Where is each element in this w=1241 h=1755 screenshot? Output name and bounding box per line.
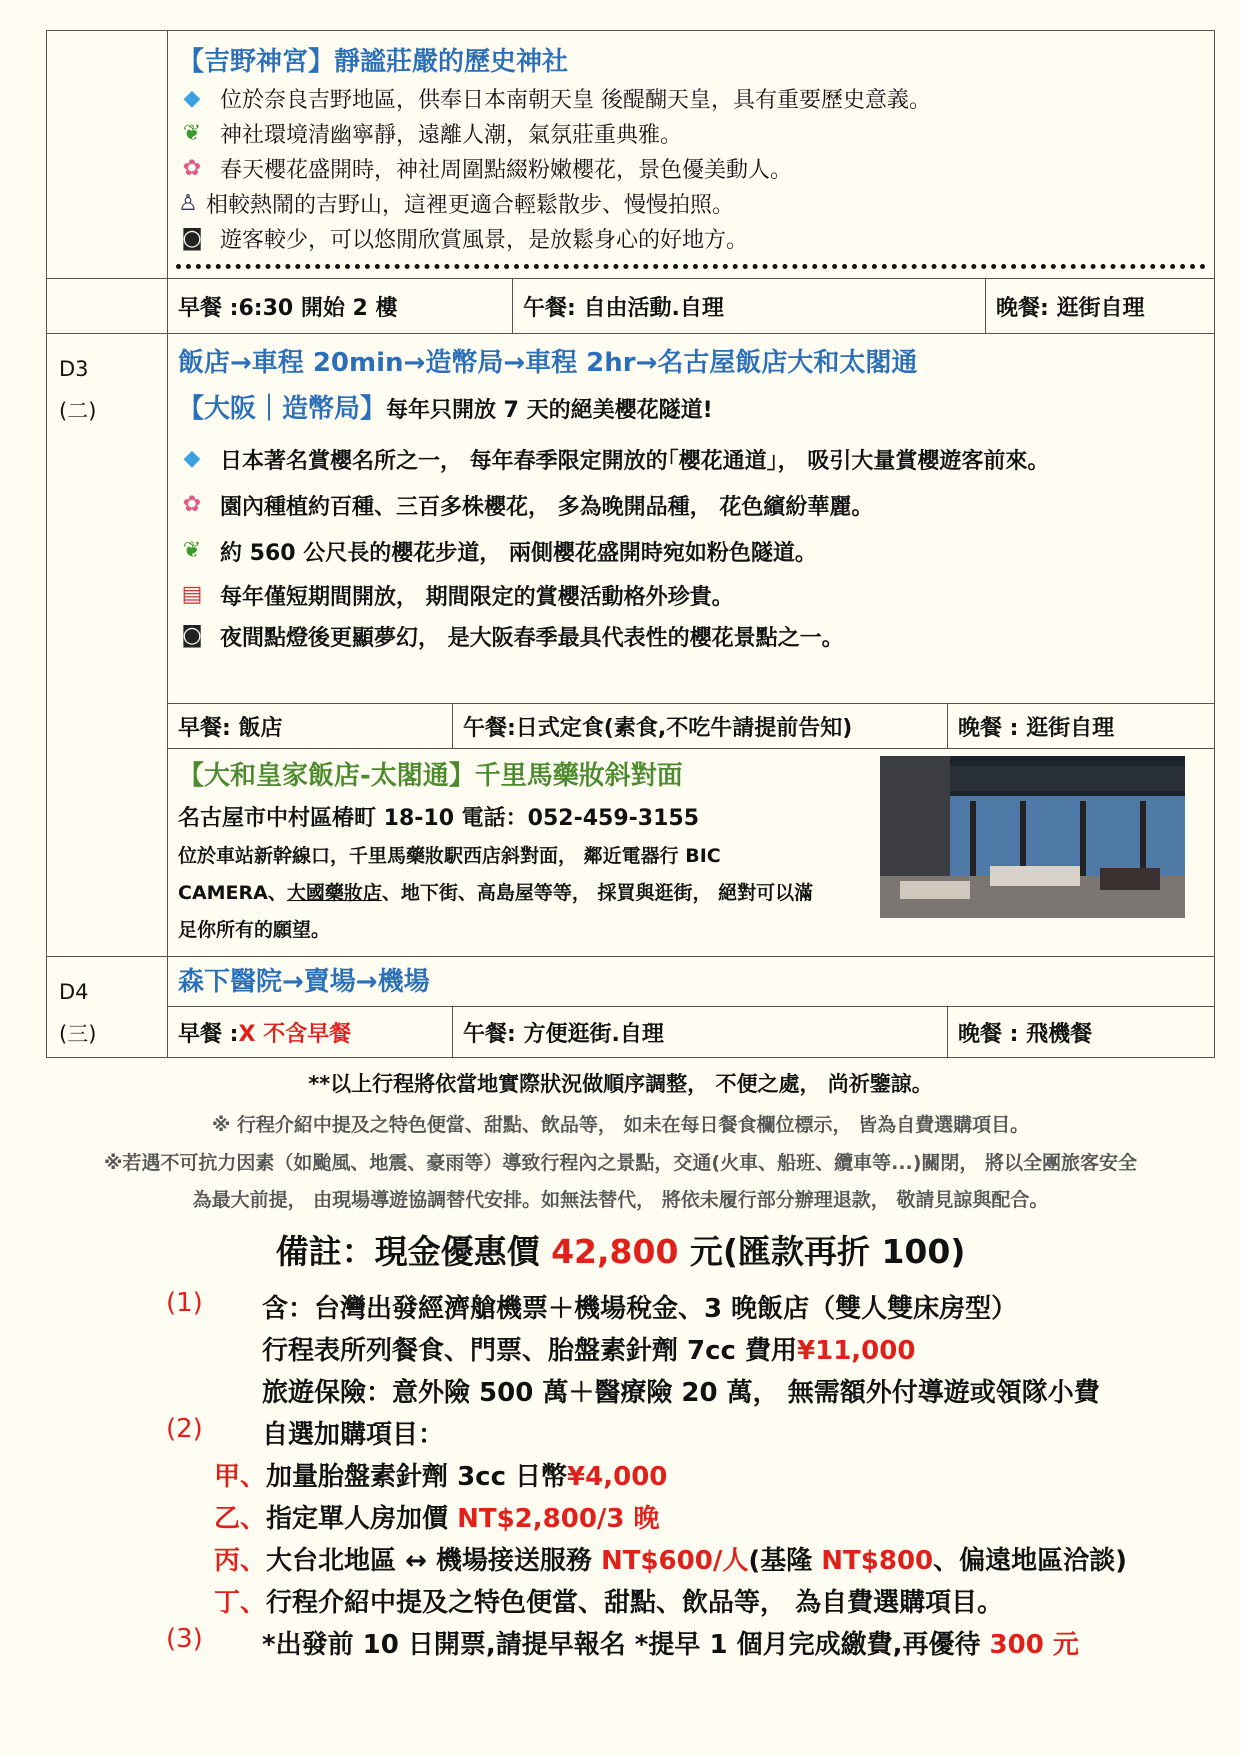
meals-row	[168, 279, 1214, 333]
list-item: ♙ 相較熱鬧的吉野山，這裡更適合輕鬆散步、慢慢拍照。	[178, 190, 735, 218]
list-item: ▤ 每年僅短期間開放， 期間限定的賞櫻活動格外珍貴。	[178, 574, 1214, 616]
day-cell-d4	[47, 957, 168, 1058]
list-item: ✿ 園內種植約百種、三百多株櫻花， 多為晚開品種， 花色繽紛華麗。	[178, 482, 1214, 528]
notice-line: ※若遇不可抗力因素（如颱風、地震、豪雨等）導致行程內之景點，交通(火車、船班、纜車等...)關閉， 將以全團旅客安全	[103, 1152, 1138, 1174]
item-number: (2)	[166, 1414, 203, 1444]
day-label: D3	[59, 357, 89, 381]
dinner: 晚餐: 逛街自理	[996, 295, 1145, 321]
remarks-title: 備註：現金優惠價 42,800 元(匯款再折 100)	[275, 1232, 966, 1271]
insurance-line: 旅遊保險：意外險 500 萬＋醫療險 20 萬， 無需額外付導遊或領隊小費	[262, 1378, 1100, 1408]
day-cell-d3	[47, 334, 168, 957]
lunch: 午餐: 自由活動.自理	[513, 279, 986, 333]
d4-route: 森下醫院→賣場→機場	[178, 967, 430, 997]
d2-meals-cell	[168, 279, 1215, 334]
calendar-icon: ▤	[181, 582, 203, 607]
item-number: (1)	[166, 1288, 203, 1318]
d3-meals-cell	[168, 704, 1215, 749]
d2-spot-title: 【吉野神宮】靜謐莊嚴的歷史神社	[178, 47, 569, 77]
day-cell-empty	[47, 279, 168, 334]
breakfast: 早餐 :6:30 開始 2 樓	[168, 279, 513, 333]
cherry-blossom-icon: ✿	[182, 492, 202, 517]
diamond-icon: ◆	[183, 446, 201, 471]
addons-heading: 自選加購項目：	[262, 1420, 445, 1450]
d3-content-cell	[168, 334, 1215, 704]
hotel-desc: 位於車站新幹線口，千里馬藥妝駅西店斜對面， 鄰近電器行 BIC	[178, 845, 721, 867]
drugstore-name: 大國藥妝店	[286, 882, 382, 904]
weekday-label: (三)	[59, 1022, 97, 1046]
leaf-icon: ❦	[182, 120, 202, 146]
list-item: ✿ 春天櫻花盛開時，神社周圍點綴粉嫩櫻花，景色優美動人。	[178, 151, 1214, 186]
includes-line: 含：台灣出發經濟艙機票＋機場稅金、3 晚飯店（雙人雙床房型）	[262, 1294, 1018, 1324]
notice-line: ※ 行程介紹中提及之特色便當、甜點、飲品等， 如未在每日餐食欄位標示， 皆為自費選購項目。	[211, 1114, 1030, 1136]
d4-route-cell	[168, 957, 1215, 1007]
d3-spot-heading	[178, 388, 1214, 436]
notice-line: **以上行程將依當地實際狀況做順序調整， 不便之處， 尚祈鑒諒。	[308, 1072, 933, 1096]
addon-item: 甲、加量胎盤素針劑 3cc 日幣¥4,000	[214, 1462, 668, 1492]
walking-person-icon: ♙	[178, 190, 198, 216]
meals-row	[168, 1007, 1214, 1057]
cherry-blossom-icon: ✿	[182, 155, 202, 181]
hotel-title: 【大和皇家飯店-太閣通】千里馬藥妝斜對面	[178, 761, 683, 791]
addon-item: 乙、指定單人房加價 NT$2,800/3 晚	[214, 1504, 660, 1534]
camera-icon: ◙	[181, 225, 203, 251]
d3-spot-subtitle: 每年只開放 7 天的絕美櫻花隧道!	[386, 398, 713, 423]
d2-content-cell	[168, 31, 1215, 279]
hotel-desc: CAMERA、大國藥妝店、地下街、高島屋等等， 採買與逛街， 絕對可以滿	[178, 882, 814, 904]
d4-meals-cell	[168, 1007, 1215, 1058]
no-breakfast: X 不含早餐	[238, 1021, 352, 1047]
lunch: 午餐:日式定食(素食,不吃牛請提前告知)	[453, 704, 948, 748]
hotel-desc: 足你所有的願望。	[178, 919, 331, 941]
camera-icon: ◙	[181, 623, 203, 648]
addon-item: 丙、大台北地區 ↔ 機場接送服務 NT$600/人(基隆 NT$800、偏遠地區洽談)	[214, 1546, 1128, 1576]
d3-route: 飯店→車程 20min→造幣局→車程 2hr→名古屋飯店大和太閣通	[178, 348, 918, 378]
booking-note: *出發前 10 日開票,請提早報名 *提早 1 個月完成繳費,再優待 300 元	[262, 1630, 1079, 1660]
d3-spot-title: 【大阪｜造幣局】	[178, 394, 387, 424]
hotel-photo-drawing	[880, 756, 1185, 918]
diamond-icon: ◆	[183, 85, 201, 111]
lunch: 午餐: 方便逛街.自理	[453, 1007, 948, 1057]
list-item: ❦ 神社環境清幽寧靜，遠離人潮，氣氛莊重典雅。	[178, 116, 1214, 151]
dinner: 晚餐 : 逛街自理	[958, 715, 1115, 741]
hotel-address: 名古屋市中村區椿町 18-10 電話：052-459-3155	[178, 806, 700, 831]
weekday-label: (二)	[59, 399, 97, 423]
addon-item: 丁、行程介紹中提及之特色便當、甜點、飲品等， 為自費選購項目。	[214, 1588, 1004, 1618]
includes-line: 行程表所列餐食、門票、胎盤素針劑 7cc 費用¥11,000	[262, 1336, 916, 1366]
cash-price: 42,800	[551, 1232, 679, 1271]
list-item: ◙ 遊客較少，可以悠閒欣賞風景，是放鬆身心的好地方。	[178, 221, 1214, 256]
dotted-divider	[176, 264, 1206, 269]
list-item: ◆ 位於奈良吉野地區，供奉日本南朝天皇 後醍醐天皇，具有重要歷史意義。	[178, 81, 1214, 116]
list-item: ◙ 夜間點燈後更顯夢幻， 是大阪春季最具代表性的櫻花景點之一。	[178, 616, 1214, 656]
list-item: ❦ 約 560 公尺長的櫻花步道， 兩側櫻花盛開時宛如粉色隧道。	[178, 528, 1214, 574]
hotel-lobby-photo	[880, 756, 1185, 918]
list-item: ◆ 日本著名賞櫻名所之一， 每年春季限定開放的｢櫻花通道｣， 吸引大量賞櫻遊客前來。	[178, 436, 1214, 482]
dinner: 晚餐 : 飛機餐	[958, 1021, 1093, 1047]
item-number: (3)	[166, 1624, 203, 1654]
meals-row	[168, 704, 1214, 748]
breakfast: 早餐 : X 不含早餐	[168, 1007, 453, 1057]
leaf-icon: ❦	[182, 538, 202, 563]
day-label: D4	[59, 980, 89, 1004]
day-cell-empty	[47, 31, 168, 279]
notice-line: 為最大前提， 由現場導遊協調替代安排。如無法替代， 將依未履行部分辦理退款， 敬請見諒與配合。	[192, 1189, 1049, 1211]
breakfast: 早餐: 飯店	[168, 704, 453, 748]
